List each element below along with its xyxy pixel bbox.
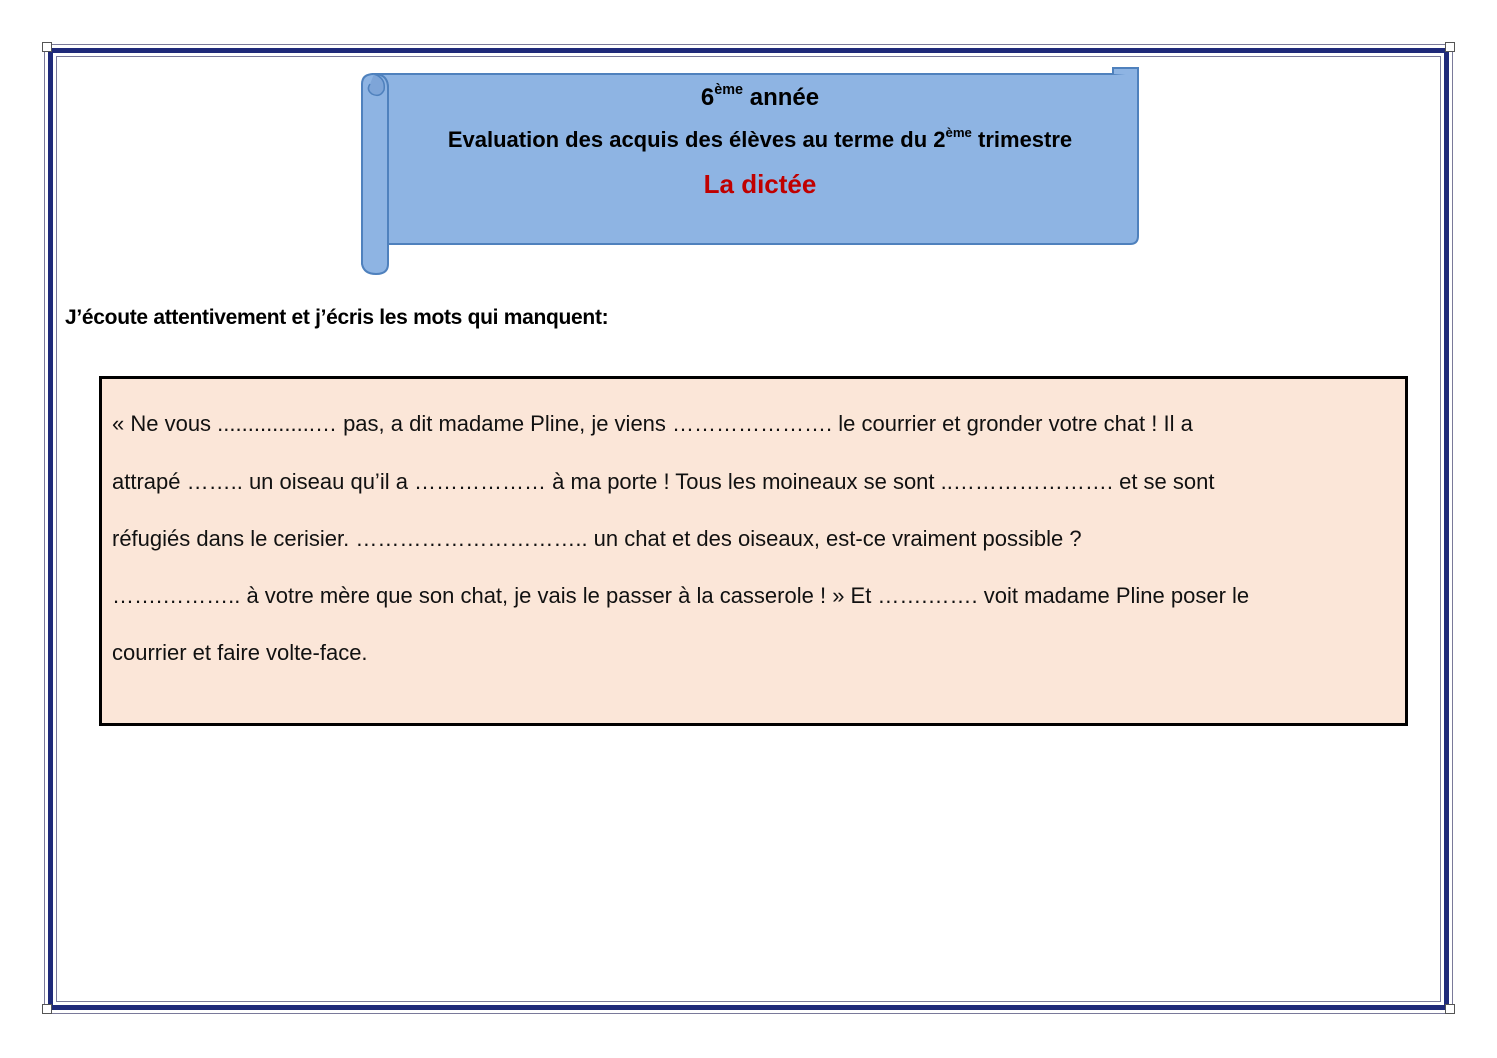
- dictation-line: …….……….. à votre mère que son chat, je vais le passer à la casserole ! » Et …….……. voit madame Pline poser le: [112, 583, 1250, 608]
- instruction-text: J’écoute attentivement et j’écris les mots qui manquent:: [65, 306, 609, 329]
- grade-heading: 6ème année: [700, 82, 820, 111]
- dictation-line: « Ne vous ................… pas, a dit madame Pline, je viens …………………. le courrier et gronder votre chat ! Il a: [112, 411, 1193, 436]
- dictation-box: [99, 376, 1408, 726]
- corner-ornament: [42, 42, 52, 52]
- corner-ornament: [1445, 1004, 1455, 1014]
- page-title: La dictée: [703, 169, 817, 199]
- dictation-line: attrapé …….. un oiseau qu’il a ……………… à ma porte ! Tous les moineaux se sont ..…………………. et se sont: [112, 469, 1215, 494]
- evaluation-subtitle: Evaluation des acquis des élèves au terme du 2ème trimestre: [447, 125, 1073, 152]
- corner-ornament: [42, 1004, 52, 1014]
- dictation-line: réfugiés dans le cerisier. ………………………….. un chat et des oiseaux, est-ce vraiment possible ?: [112, 526, 1082, 551]
- dictation-line: courrier et faire volte-face.: [112, 640, 368, 665]
- corner-ornament: [1445, 42, 1455, 52]
- banner-text: [390, 78, 1130, 200]
